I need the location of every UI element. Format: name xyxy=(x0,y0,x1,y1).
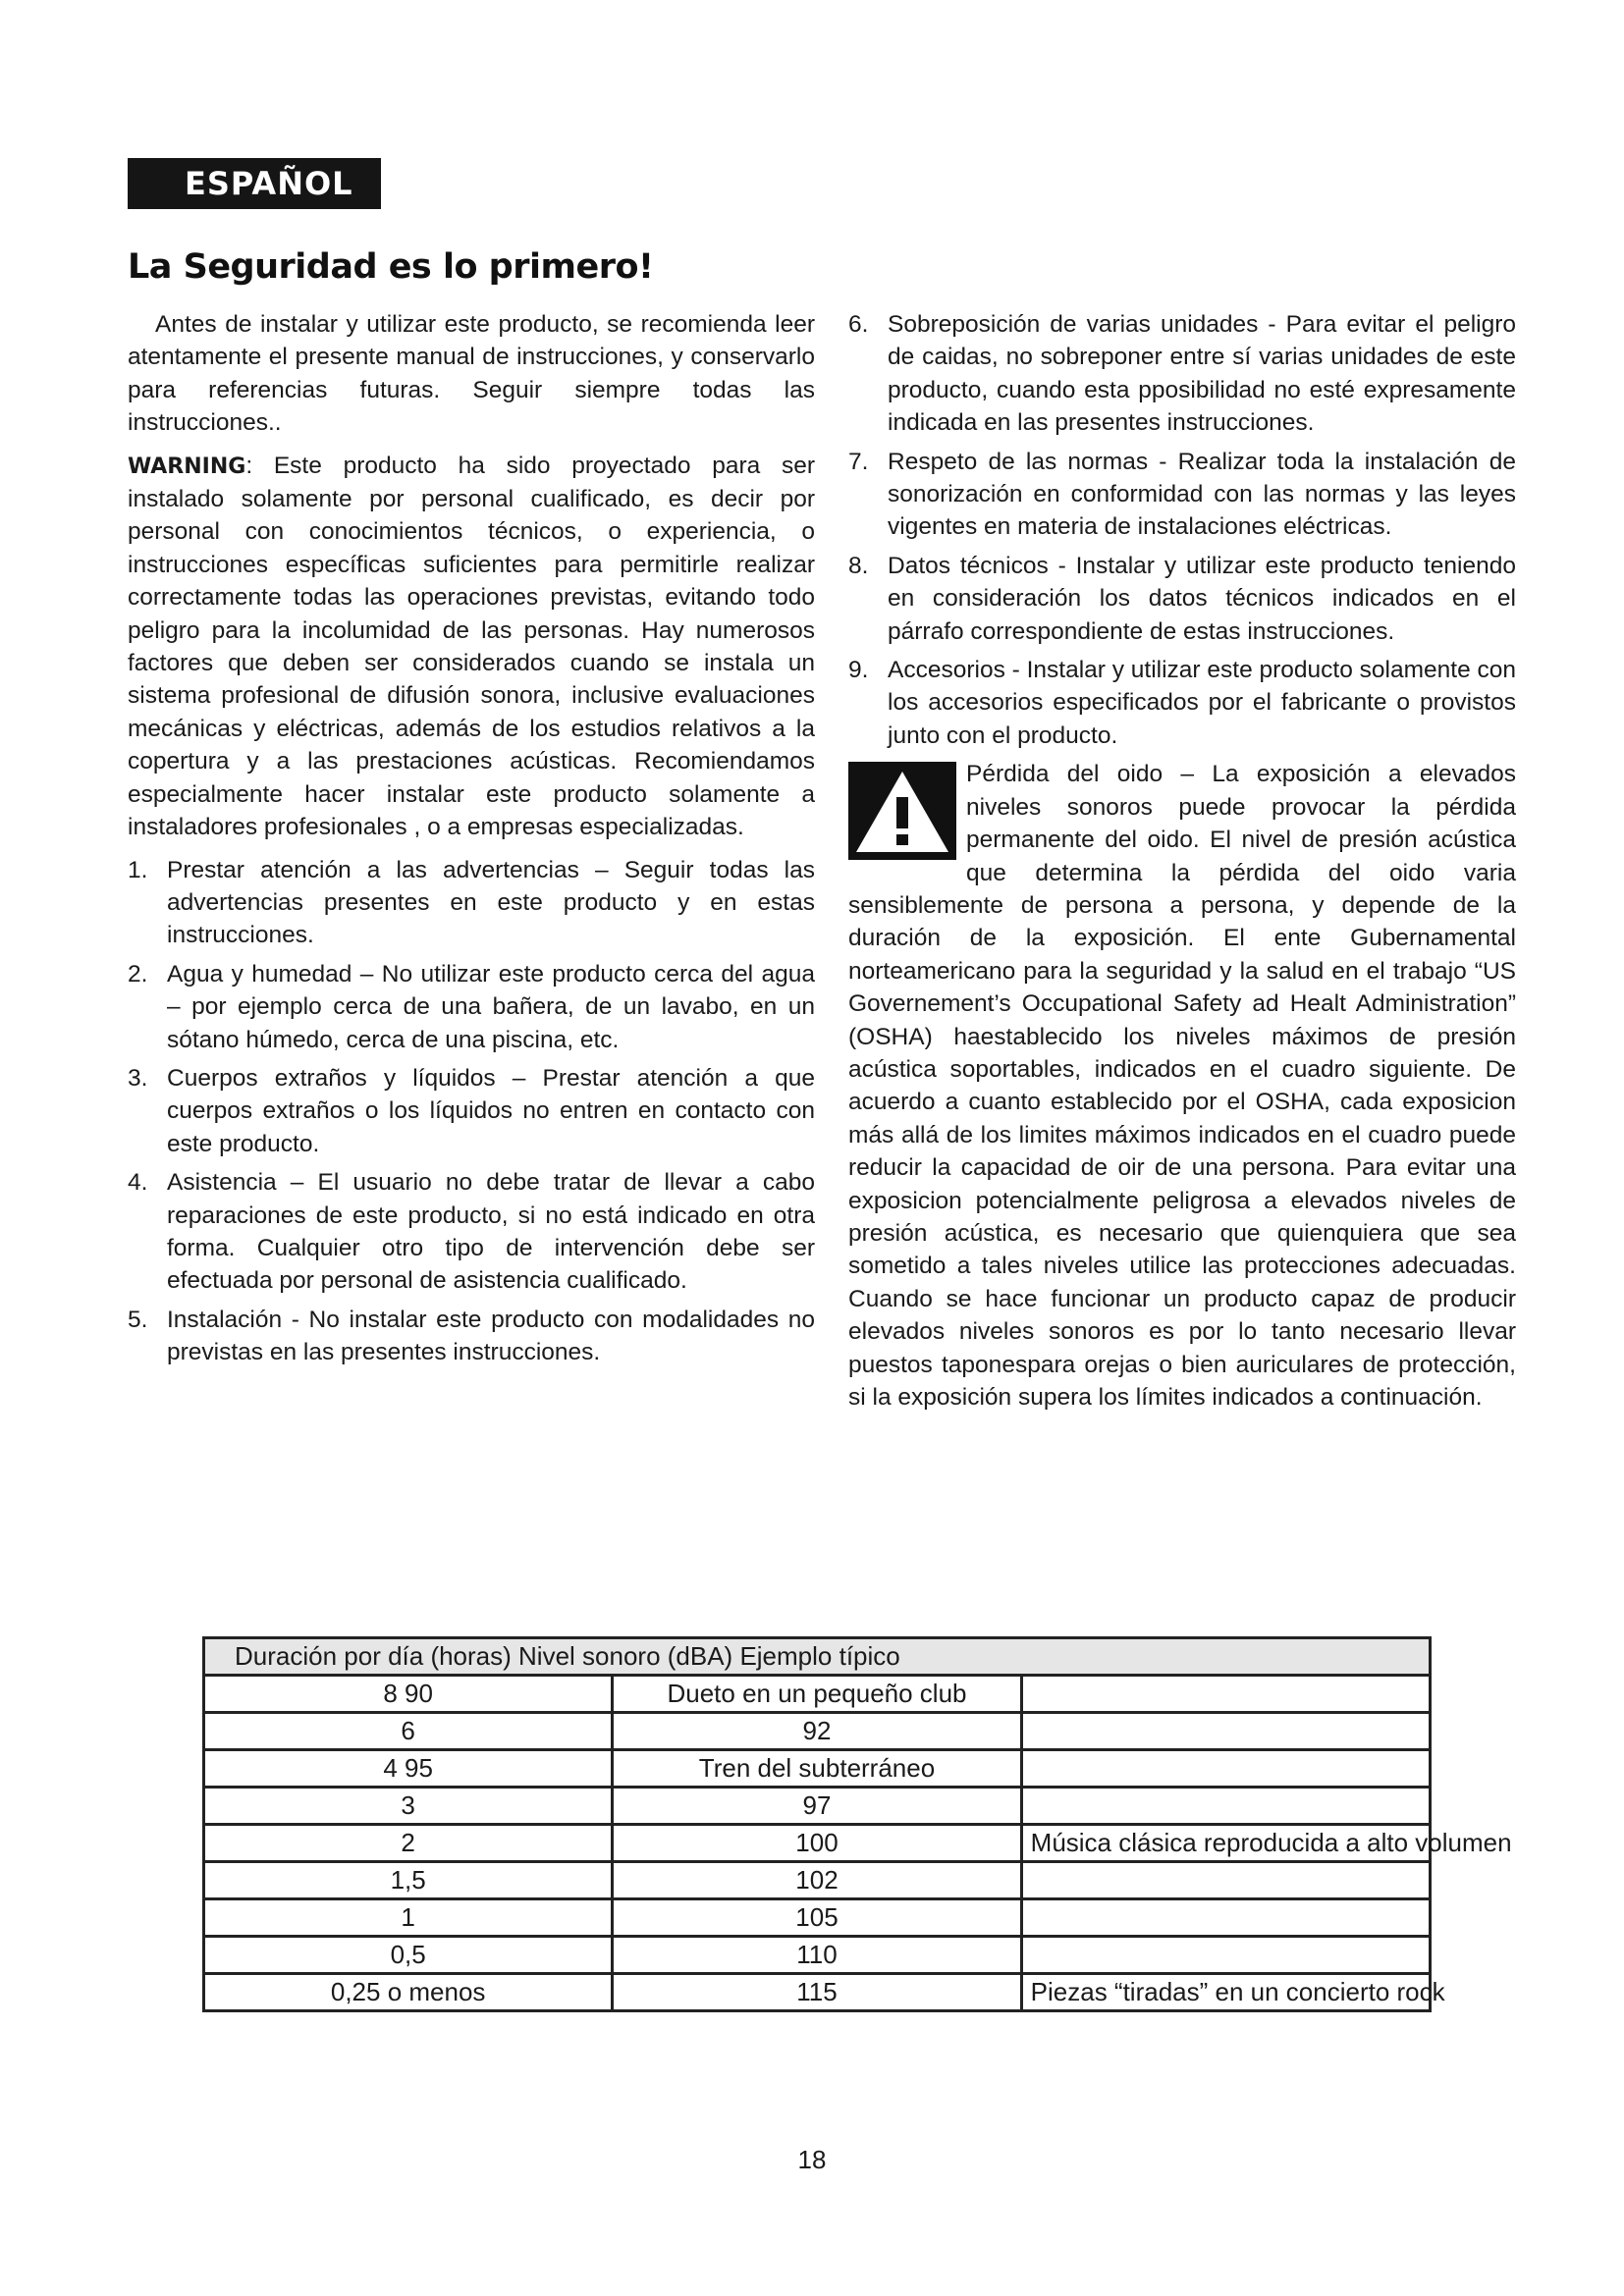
list-item-text: Sobreposición de varias unidades - Para evitar el peligro de caidas, no sobreponer entre sí varias unidades de este producto, cuando esta pposibilidad no esté expresamente indicada en las presentes instrucciones. xyxy=(888,311,1516,437)
page-title: La Seguridad es lo primero! xyxy=(128,247,654,287)
duration-cell: 1,5 xyxy=(204,1862,613,1899)
level-cell: 102 xyxy=(613,1862,1021,1899)
duration-cell: 0,5 xyxy=(204,1937,613,1974)
example-cell xyxy=(1021,1750,1430,1788)
list-item xyxy=(128,1166,815,1298)
warning-paragraph xyxy=(128,450,815,844)
duration-cell: 6 xyxy=(204,1713,613,1750)
table-row xyxy=(204,1825,1431,1862)
example-cell xyxy=(1021,1713,1430,1750)
list-item xyxy=(128,1304,815,1369)
example-cell: Música clásica reproducida a alto volumen xyxy=(1021,1825,1430,1862)
example-cell: Piezas “tiradas” en un concierto rock xyxy=(1021,1974,1430,2011)
example-cell xyxy=(1021,1937,1430,1974)
list-item-text: Asistencia – El usuario no debe tratar de llevar a cabo reparaciones de este producto, si no está indicado en otra forma. Cualquier otro tipo de intervención debe ser efectuada por personal de asistencia cualificado. xyxy=(167,1169,815,1295)
example-cell xyxy=(1021,1862,1430,1899)
level-cell: 92 xyxy=(613,1713,1021,1750)
example-cell xyxy=(1021,1788,1430,1825)
list-item xyxy=(128,1062,815,1160)
table-row xyxy=(204,1788,1431,1825)
list-item-number: 1. xyxy=(128,856,148,883)
list-item-text: Accesorios - Instalar y utilizar este producto solamente con los accesorios especificados por el fabricante o provistos junto con el producto. xyxy=(888,657,1517,749)
page-number: 18 xyxy=(797,2145,827,2174)
list-item-number: 7. xyxy=(848,448,869,475)
table-header: Duración por día (horas) Nivel sonoro (dBA) Ejemplo típico xyxy=(204,1638,1431,1676)
level-cell: Tren del subterráneo xyxy=(613,1750,1021,1788)
level-cell: Dueto en un pequeño club xyxy=(613,1676,1021,1713)
duration-cell: 2 xyxy=(204,1825,613,1862)
list-item-number: 2. xyxy=(128,960,148,988)
duration-cell: 3 xyxy=(204,1788,613,1825)
level-cell: 100 xyxy=(613,1825,1021,1862)
list-item xyxy=(848,446,1516,544)
table-row xyxy=(204,1937,1431,1974)
table-row xyxy=(204,1899,1431,1937)
warning-label: WARNING xyxy=(128,454,246,479)
intro-paragraph: Antes de instalar y utilizar este producto, se recomienda leer atentamente el presente manual de instrucciones, y conservarlo para referencias futuras. Seguir siempre todas las instrucciones.. xyxy=(128,311,815,437)
safety-list-left xyxy=(128,854,815,1369)
right-column xyxy=(848,308,1516,1414)
list-item xyxy=(848,308,1516,440)
safety-list-right xyxy=(848,308,1516,752)
hearing-warning-text: Pérdida del oido – La exposición a elevados niveles sonoros puede provocar la pérdida permanente del oido. El nivel de presión acústica que determina la pérdida del oido varia sensiblemente de persona a persona, y depende de la duración de la exposición. El ente Gubernamental norteamericano para la seguridad y la salud en el trabajo “US Governement’s Occupational Safety ad Healt Administration” (OSHA) haestablecido los niveles máximos de presión acústica soportables, indicados en el cuadro siguiente. De acuerdo a cuanto establecido por el OSHA, cada exposicion más allá de los limites máximos indicados en el cuadro puede reducir la capacidad de oir de una persona. Para evitar una exposicion potencialmente peligrosa a elevados niveles de presión acústica, es necesario que quienquiera que sea sometido a tales niveles utilice las protecciones adecuadas. Cuando se hace funcionar un producto capaz de producir elevados niveles sonoros es por lo tanto necesario llevar puestos taponespara orejas o bien auriculares de protección, si la exposición supera los límites indicados a continuación. xyxy=(848,761,1516,1411)
left-column xyxy=(128,308,815,1375)
duration-cell: 4 95 xyxy=(204,1750,613,1788)
list-item xyxy=(128,958,815,1056)
list-item-text: Respeto de las normas - Realizar toda la instalación de sonorización en conformidad con las normas y las leyes vigentes en materia de instalaciones eléctricas. xyxy=(888,448,1516,541)
table-row xyxy=(204,1676,1431,1713)
list-item-text: Instalación - No instalar este producto con modalidades no previstas en las presentes instrucciones. xyxy=(167,1306,815,1366)
list-item-number: 8. xyxy=(848,552,869,579)
example-cell xyxy=(1021,1899,1430,1937)
table-row xyxy=(204,1750,1431,1788)
list-item-text: Cuerpos extraños y líquidos – Prestar atención a que cuerpos extraños o los líquidos no entren en contacto con este producto. xyxy=(167,1064,815,1157)
table-row xyxy=(204,1713,1431,1750)
list-item xyxy=(128,854,815,952)
list-item-text: Prestar atención a las advertencias – Seguir todas las advertencias presentes en este producto y en estas instrucciones. xyxy=(167,856,815,949)
level-cell: 97 xyxy=(613,1788,1021,1825)
language-label: ESPAÑOL xyxy=(185,165,353,202)
list-item-number: 5. xyxy=(128,1306,148,1333)
duration-cell: 0,25 o menos xyxy=(204,1974,613,2011)
language-badge xyxy=(128,158,381,209)
level-cell: 115 xyxy=(613,1974,1021,2011)
list-item-number: 4. xyxy=(128,1169,148,1197)
table-row xyxy=(204,1862,1431,1899)
duration-cell: 8 90 xyxy=(204,1676,613,1713)
list-item xyxy=(848,654,1516,752)
exposure-table xyxy=(202,1636,1512,2012)
example-cell xyxy=(1021,1676,1430,1713)
warning-triangle-icon xyxy=(848,762,956,860)
list-item xyxy=(848,550,1516,648)
duration-cell: 1 xyxy=(204,1899,613,1937)
table-header-row xyxy=(204,1638,1431,1676)
list-item-number: 3. xyxy=(128,1064,148,1092)
level-cell: 110 xyxy=(613,1937,1021,1974)
warning-text: : Este producto ha sido proyectado para ser instalado solamente por personal cualificado, es decir por personal con conocimientos técnicos, o experiencia, o instrucciones específicas suficientes para permitirle realizar correctamente todas las operaciones previstas, evitando todo peligro para la incolumidad de las personas. Hay numerosos factores que deben ser considerados cuando se instala un sistema profesional de difusión sonora, inclusive evaluaciones mecánicas y eléctricas, además de los estudios relativos a la copertura y a las prestaciones acústicas. Recomiendamos especialmente hacer instalar este producto solamente a instaladores profesionales , o a empresas especializadas. xyxy=(128,452,815,841)
list-item-number: 9. xyxy=(848,657,869,684)
list-item-number: 6. xyxy=(848,311,869,338)
list-item-text: Agua y humedad – No utilizar este producto cerca del agua – por ejemplo cerca de una bañera, de un lavabo, en un sótano húmedo, cerca de una piscina, etc. xyxy=(167,960,815,1053)
level-cell: 105 xyxy=(613,1899,1021,1937)
table-row xyxy=(204,1974,1431,2011)
hearing-loss-warning xyxy=(848,758,1516,1414)
list-item-text: Datos técnicos - Instalar y utilizar este producto teniendo en consideración los datos técnicos indicados en el párrafo correspondiente de estas instrucciones. xyxy=(888,552,1516,645)
